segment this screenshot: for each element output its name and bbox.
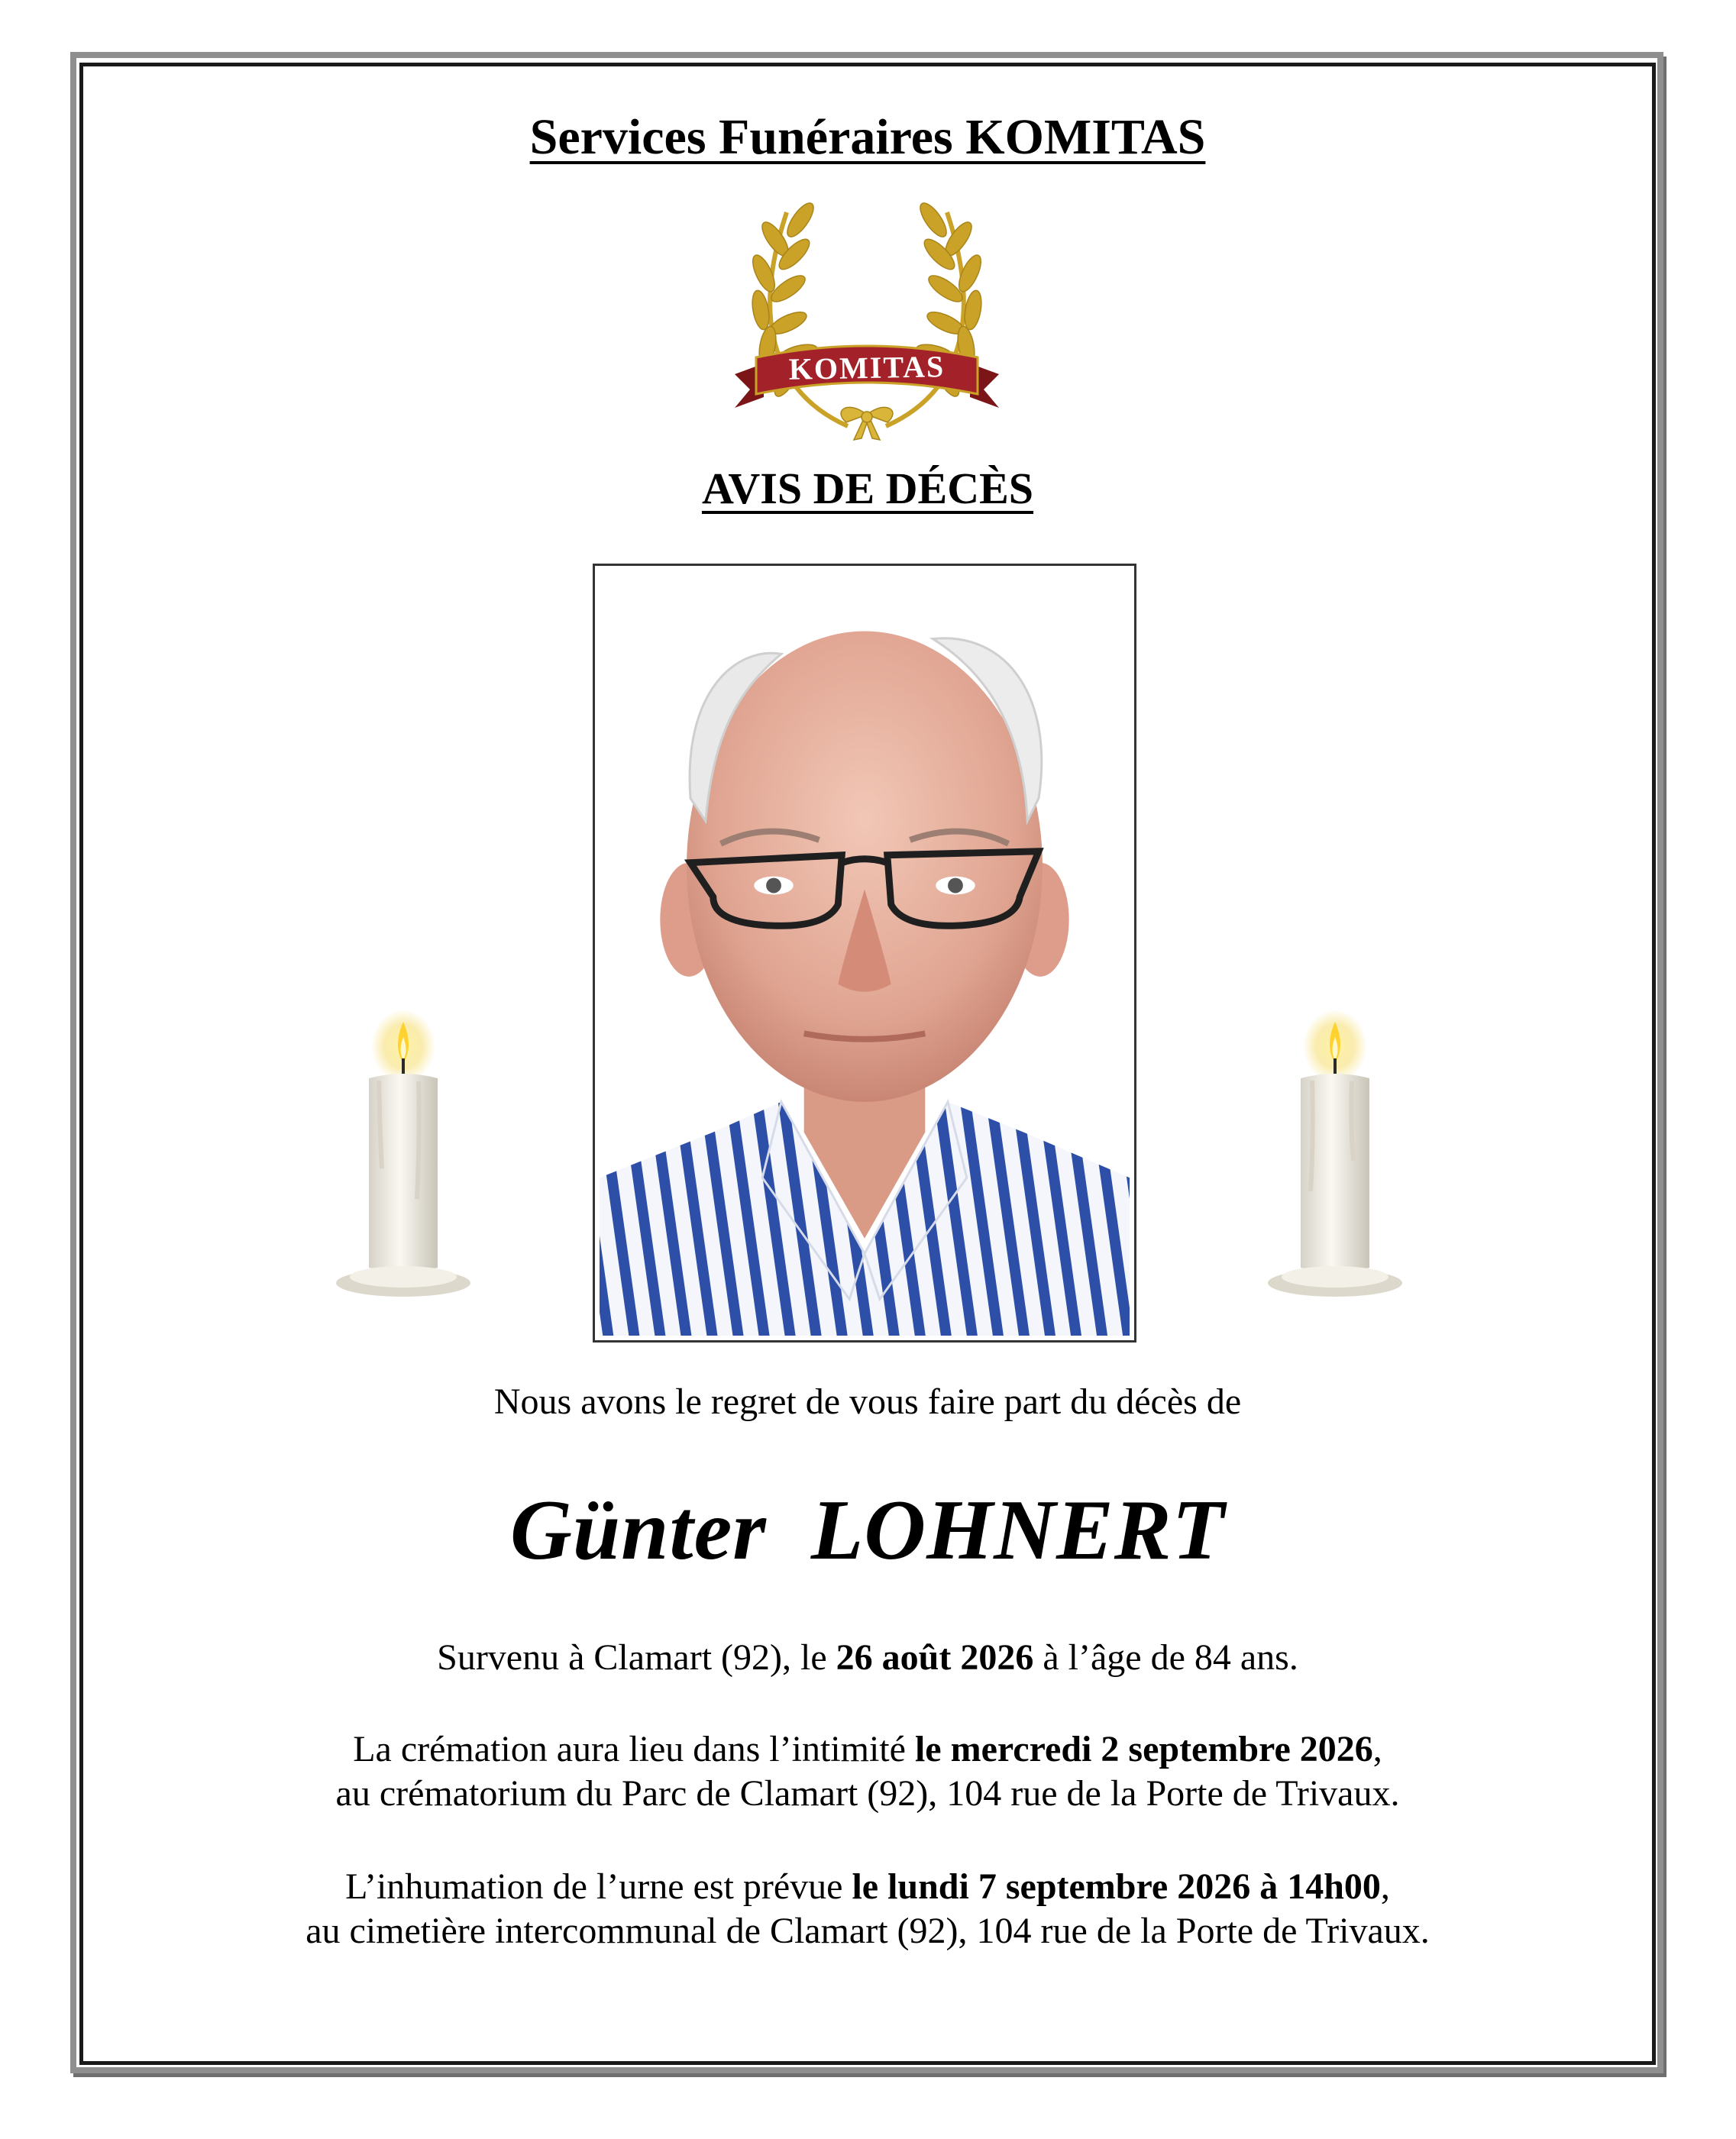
laurel-wreath-icon [733, 197, 1001, 441]
logo-banner-text: KOMITAS [788, 349, 946, 386]
portrait-image [600, 570, 1130, 1336]
burial-info [79, 1865, 1656, 1953]
burial-location: au cimetière intercommunal de Clamart (92), 104 rue de la Porte de Trivaux. [305, 1911, 1430, 1951]
company-heading [79, 108, 1656, 166]
cremation-info [79, 1727, 1656, 1816]
burial-date: le lundi 7 septembre 2026 à 14h00 [852, 1866, 1381, 1907]
company-name: Services Funéraires KOMITAS [529, 109, 1206, 165]
cremation-date: le mercredi 2 septembre 2026 [914, 1729, 1373, 1769]
death-suffix: à l’âge de 84 ans. [1033, 1637, 1298, 1678]
burial-line [79, 1865, 1656, 1909]
candle-left [335, 1008, 472, 1313]
death-prefix: Survenu à Clamart (92), le [437, 1637, 836, 1678]
candle-icon [1266, 1008, 1404, 1313]
cremation-line [79, 1727, 1656, 1772]
candle-right [1266, 1008, 1404, 1313]
death-date: 26 août 2026 [836, 1637, 1034, 1678]
burial-prefix: L’inhumation de l’urne est prévue [345, 1866, 852, 1907]
komitas-logo [733, 197, 1001, 441]
notice-title: AVIS DE DÉCÈS [701, 464, 1034, 513]
notice-heading [79, 463, 1656, 514]
intro-text: Nous avons le regret de vous faire part du décès de [493, 1381, 1242, 1422]
cremation-prefix: La crémation aura lieu dans l’intimité [353, 1729, 915, 1769]
portrait-photo [593, 564, 1136, 1343]
candle-icon [335, 1008, 472, 1313]
cremation-location: au crématorium du Parc de Clamart (92), 104 rue de la Porte de Trivaux. [335, 1773, 1400, 1814]
death-info [79, 1636, 1656, 1680]
burial-suffix: , [1380, 1866, 1390, 1907]
deceased-last-name: LOHNERT [810, 1483, 1225, 1578]
deceased-name [79, 1481, 1656, 1580]
cremation-suffix: , [1372, 1729, 1382, 1769]
deceased-first-name: Günter [510, 1483, 767, 1578]
